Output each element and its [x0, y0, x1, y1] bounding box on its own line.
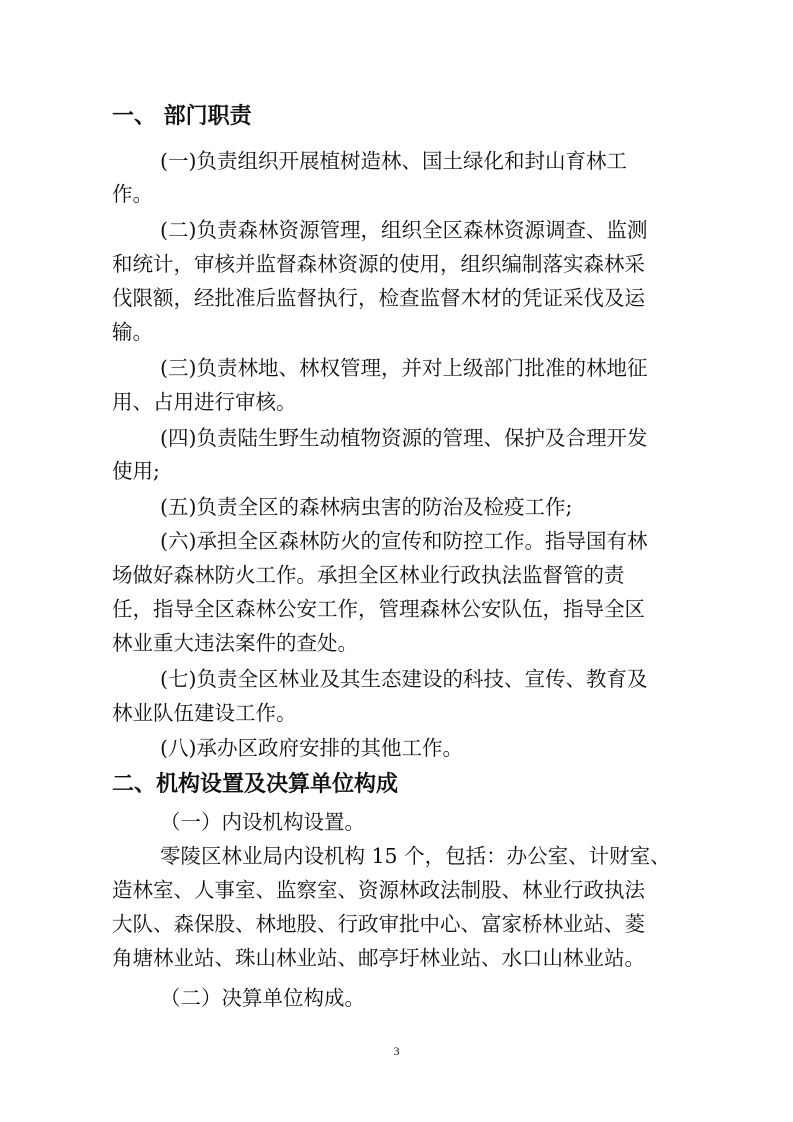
item-6-line-3: 任，指导全区森林公安工作，管理森林公安队伍，指导全区	[112, 597, 645, 621]
item-3-line-1: (三)负责林地、林权管理，并对上级部门批准的林地征	[160, 356, 648, 380]
org-para-line-4: 角塘林业站、珠山林业站、邮亭圩林业站、水口山林业站。	[112, 946, 645, 970]
item-1-line-2: 作。	[112, 182, 153, 206]
item-2-line-3: 伐限额，经批准后监督执行，检查监督木材的凭证采伐及运	[112, 286, 645, 310]
item-5-line-1: (五)负责全区的森林病虫害的防治及检疫工作;	[160, 495, 573, 519]
item-2-line-1: (二)负责森林资源管理，组织全区森林资源调查、监测	[160, 218, 648, 242]
section-2-heading: 二、机构设置及决算单位构成	[112, 772, 399, 797]
item-6-line-4: 林业重大违法案件的查处。	[112, 631, 358, 655]
item-8-line-1: (八)承办区政府安排的其他工作。	[160, 736, 463, 760]
item-7-line-2: 林业队伍建设工作。	[112, 701, 297, 725]
item-2-line-4: 输。	[112, 320, 153, 344]
org-para-line-3: 大队、森保股、林地股、行政审批中心、富家桥林业站、菱	[112, 912, 645, 936]
item-4-line-1: (四)负责陆生野生动植物资源的管理、保护及合理开发	[160, 426, 648, 450]
subheading-internal-org: （一）内设机构设置。	[160, 810, 365, 834]
item-4-line-2: 使用;	[112, 459, 160, 483]
org-para-line-2: 造林室、人事室、监察室、资源林政法制股、林业行政执法	[112, 878, 645, 902]
item-6-line-1: (六)承担全区森林防火的宣传和防控工作。指导国有林	[160, 529, 648, 553]
item-3-line-2: 用、占用进行审核。	[112, 390, 297, 414]
item-2-line-2: 和统计，审核并监督森林资源的使用，组织编制落实森林采	[112, 252, 645, 276]
page-number: 3	[393, 1044, 400, 1058]
org-para-line-1: 零陵区林业局内设机构 15 个，包括：办公室、计财室、	[160, 844, 671, 868]
section-1-heading: 一、 部门职责	[112, 104, 252, 129]
item-7-line-1: (七)负责全区林业及其生态建设的科技、宣传、教育及	[160, 667, 648, 691]
item-6-line-2: 场做好森林防火工作。承担全区林业行政执法监督管的责	[112, 563, 625, 587]
item-1-line-1: (一)负责组织开展植树造林、国土绿化和封山育林工	[160, 149, 627, 173]
subheading-units: （二）决算单位构成。	[160, 986, 365, 1010]
